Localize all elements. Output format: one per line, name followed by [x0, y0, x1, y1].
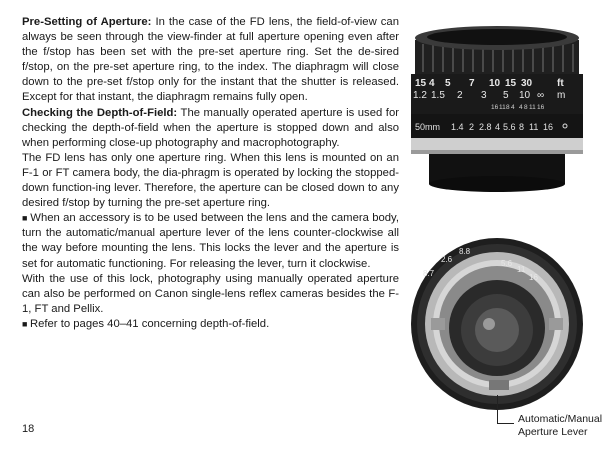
scale-m-2: 2 [457, 90, 463, 101]
caption-leader-line [497, 395, 514, 424]
scale-ft-7: 7 [469, 78, 475, 89]
dof-16-left: 16 [491, 104, 499, 111]
lens-rear-illustration [405, 232, 585, 412]
presetting-body: In the case of the FD lens, the field-of-view can always be seen through the view-finder at full aperture opening even after the f/stop has been set with the pre-set aperture ring. Set the de-sired f/stop, on the pre-set aperture ring, to the index. The diaphragm will close down to the pre-set f/stop only for the instant that the shutter is released. Except for that instant, the diaphragm remains fully open. [22, 16, 400, 104]
ring-number-11: 11 [517, 265, 526, 274]
aperture-2: 2 [469, 122, 475, 132]
aperture-2-8: 2.8 [479, 122, 492, 132]
lever-caption [518, 413, 602, 439]
paragraph-presetting [22, 15, 399, 106]
dof-4-right: 4 [519, 104, 523, 111]
scale-ft-unit: ft [557, 78, 564, 89]
scale-ft-10: 10 [489, 78, 501, 89]
scale-m-infinity: ∞ [537, 90, 545, 101]
heading-presetting: Pre-Setting of Aperture: [22, 16, 152, 28]
scale-ft-30: 30 [521, 78, 533, 89]
paragraph-lock: With the use of this lock, photography using manually operated aperture can also be performed on Canon single-lens reflex cameras besides the F-1, FT and Pellix. [22, 272, 399, 315]
scale-m-5: 5 [503, 90, 509, 101]
aperture-1-4: 1.4 [451, 122, 464, 132]
scale-m-10: 10 [519, 90, 531, 101]
dof-11-left: 11 [499, 104, 506, 111]
aperture-lever [489, 380, 509, 390]
scale-ft-15b: 15 [505, 78, 517, 89]
scale-m-3: 3 [481, 90, 487, 101]
ring-number-8-7: 8.7 [423, 269, 435, 278]
scale-ft-5: 5 [445, 78, 451, 89]
caption-line-1: Automatic/Manual [518, 413, 603, 425]
scale-m-unit: m [557, 90, 566, 101]
ring-number-16: 16 [529, 273, 538, 282]
dof-4-left: 4 [511, 104, 515, 111]
page-number: 18 [22, 423, 35, 435]
ring-number-2-6: 2.6 [441, 255, 453, 264]
lens-side-illustration [405, 10, 585, 210]
paragraph-accessory: ■ When an accessory is to be used between the lens and the camera body, turn the automatic/manual aperture lever of the lens counter-clockwise all the way before mounting the lens. This locks the lever and the aperture is set for automatic functioning. For releasing the lever, turn it clockwise. [22, 211, 399, 271]
lens-rear-photo [405, 232, 585, 412]
aperture-5-6: 5.6 [503, 122, 516, 132]
dof-16-right: 16 [537, 104, 545, 111]
scale-m-1-5: 1.5 [431, 90, 445, 101]
scale-m-1-2: 1.2 [413, 90, 427, 101]
caption-line-2: Aperture Lever [518, 426, 588, 438]
aperture-4: 4 [495, 122, 501, 132]
instruction-text [22, 15, 399, 332]
focal-length-label: 50mm [415, 122, 441, 132]
ring-number-8-8: 8.8 [459, 247, 471, 256]
aperture-16: 16 [543, 122, 554, 132]
lens-side-photo [405, 10, 585, 210]
aperture-11: 11 [529, 122, 539, 132]
paragraph-aperture-ring: The FD lens has only one aperture ring. When this lens is mounted on an F-1 or FT camera body, the dia-phragm is operated by locking the stopped-down function-ing lever. Therefore, the aperture can be closed down to any desired f/stop by turning the pre-set aperture ring. [22, 151, 399, 210]
paragraph-depth-of-field [22, 106, 399, 151]
paragraph-reference: ■ Refer to pages 40–41 concerning depth-of-field. [22, 317, 399, 332]
scale-ft-15: 15 [415, 78, 427, 89]
dof-11-right: 11 [529, 104, 536, 111]
dof-8-left: 8 [506, 104, 510, 111]
heading-depth-of-field: Checking the Depth-of-Field: [22, 106, 178, 119]
dof-8-right: 8 [524, 104, 528, 111]
aperture-8: 8 [519, 122, 525, 132]
depth-of-field-body: The manually operated aperture is used for checking the depth-of-field when the aperture is stopped down and also when performing close-up photography and macrophotography. [22, 106, 399, 149]
ring-number-5-6: 5.6 [501, 259, 513, 268]
scale-ft-4: 4 [429, 78, 435, 89]
